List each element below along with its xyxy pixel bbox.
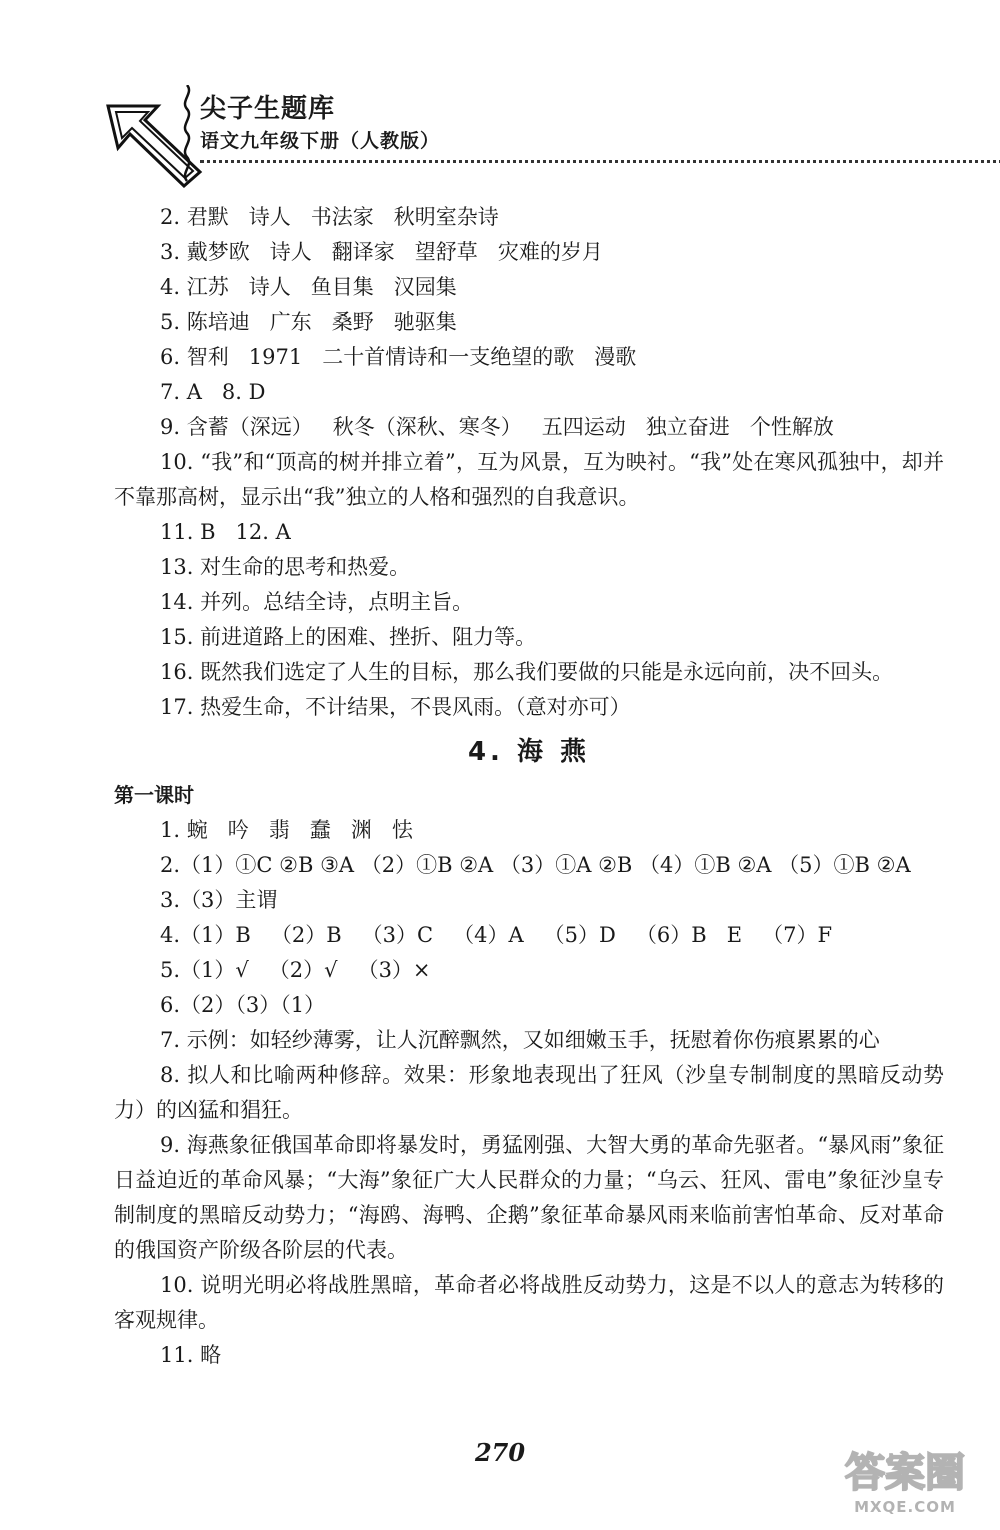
watermark-text: MXQE.COM (854, 1498, 956, 1516)
answer-paragraph: 2.（1）①C ②B ③A （2）①B ②A （3）①A ②B （4）①B ②A （5）①B ②A (160, 853, 911, 877)
answer-line: 3.（3）主谓 (160, 888, 278, 912)
watermark (820, 1440, 990, 1525)
answer-line: 13. 对生命的思考和热爱。 (160, 555, 411, 579)
answer-line: 11. 略 (160, 1343, 222, 1367)
watermark-logo-text: 答案圈 (845, 1450, 965, 1496)
answer-line: 1. 蜿 吟 翡 蠢 渊 怯 (160, 818, 413, 842)
answer-line: 17. 热爱生命，不计结果，不畏风雨。（意对亦可） (160, 695, 631, 719)
wave-divider-icon (180, 85, 194, 185)
answer-paragraph: 9. 海燕象征俄国革命即将暴发时，勇猛刚强、大智大勇的革命先驱者。“暴风雨”象征日益迫近的革命风暴；“大海”象征广大人民群众的力量；“乌云、狂风、雷电”象征沙皇专制制度的黑暗反动势力；“海鸥、海鸭、企鹅”象征革命暴风雨来临前害怕革命、反对革命的俄国资产阶级各阶层的代表。 (114, 1133, 944, 1262)
watermark-logo-icon (820, 1440, 990, 1498)
answer-line: 7. A 8. D (160, 380, 266, 404)
header-dotted-rule (200, 160, 1000, 163)
answer-line: 16. 既然我们选定了人生的目标，那么我们要做的只能是永远向前，决不回头。 (160, 660, 894, 684)
page-number: 270 (474, 1438, 526, 1467)
answer-paragraph: 10. “我”和“顶高的树并排立着”，互为风景，互为映衬。“我”处在寒风孤独中，却并不靠那高树，显示出“我”独立的人格和强烈的自我意识。 (114, 450, 944, 509)
answer-line: 4. 江苏 诗人 鱼目集 汉园集 (160, 275, 457, 299)
answer-paragraph: 7. 示例：如轻纱薄雾，让人沉醉飘然，又如细嫩玉手，抚慰着你伤痕累累的心 (160, 1028, 880, 1052)
answer-line: 15. 前进道路上的困难、挫折、阻力等。 (160, 625, 537, 649)
answer-line: 6.（2）（3）（1） (160, 993, 326, 1017)
page-header (100, 80, 980, 190)
section-title: 4. 海 燕 (467, 737, 591, 767)
answer-line: 2. 君默 诗人 书法家 秋明室杂诗 (160, 205, 499, 229)
book-title: 语文九年级下册（人教版） (200, 130, 441, 152)
answer-paragraph: 10. 说明光明必将战胜黑暗，革命者必将战胜反动势力，这是不以人的意志为转移的客观规律。 (114, 1273, 944, 1332)
answer-line: 6. 智利 1971 二十首情诗和一支绝望的歌 漫歌 (160, 345, 637, 369)
answer-line: 9. 含蓄（深远） 秋冬（深秋、寒冬） 五四运动 独立奋进 个性解放 (160, 415, 834, 439)
answer-content (114, 200, 944, 1373)
answer-line: 5. 陈培迪 广东 桑野 驰驱集 (160, 310, 457, 334)
answer-line: 5.（1）√ （2）√ （3）× (160, 958, 431, 982)
answer-paragraph: 8. 拟人和比喻两种修辞。效果：形象地表现出了狂风（沙皇专制制度的黑暗反动势力）的凶猛和猖狂。 (114, 1063, 944, 1122)
answer-line: 4.（1）B （2）B （3）C （4）A （5）D （6）B E （7）F (160, 923, 833, 947)
series-title: 尖子生题库 (200, 94, 336, 124)
answer-line: 14. 并列。总结全诗，点明主旨。 (160, 590, 474, 614)
answer-line: 3. 戴梦欧 诗人 翻译家 望舒草 灾难的岁月 (160, 240, 603, 264)
lesson-label: 第一课时 (114, 783, 194, 807)
answer-line: 11. B 12. A (160, 520, 291, 544)
